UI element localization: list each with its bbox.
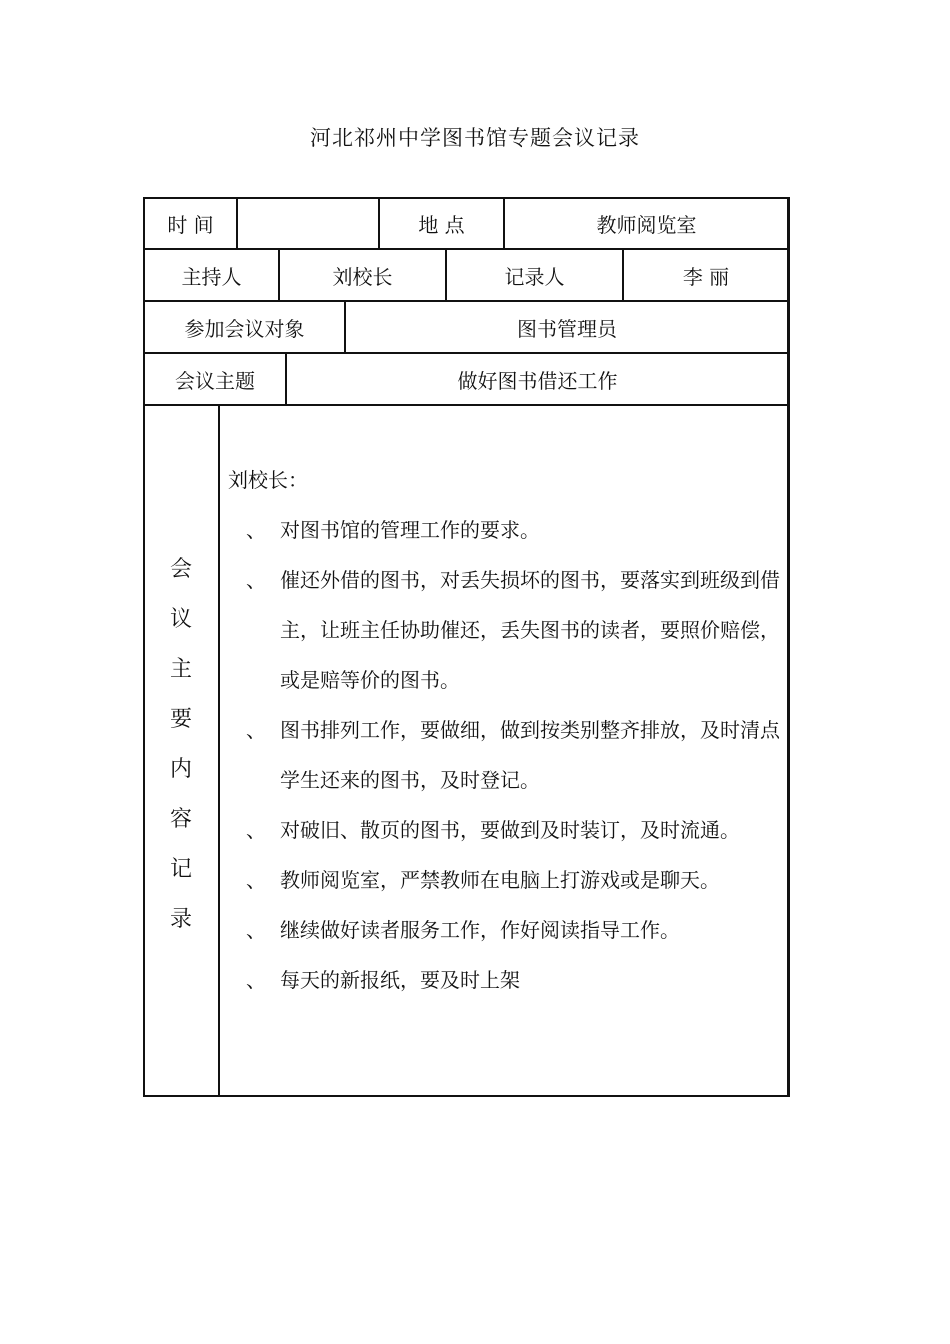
item-text: 对图书馆的管理工作的要求。: [280, 518, 540, 542]
recorder-value: 李 丽: [682, 264, 730, 289]
speaker: 刘校长：: [228, 468, 308, 492]
item-text: 继续做好读者服务工作，作好阅读指导工作。: [280, 918, 680, 942]
item-mark: 、: [246, 968, 266, 992]
item-mark: 、: [246, 818, 266, 842]
item-mark: 、: [246, 918, 266, 942]
list-item: [228, 805, 788, 855]
place-value: 教师阅览室: [596, 212, 697, 237]
list-item: [228, 555, 788, 705]
list-item: [228, 905, 788, 955]
item-mark: 、: [246, 518, 266, 542]
content-label: [150, 545, 212, 945]
content-label-char: 要: [169, 707, 192, 732]
item-mark: 、: [246, 568, 266, 592]
list-item: [228, 955, 788, 1005]
time-value: [238, 198, 378, 248]
item-text: 催还外借的图书，对丢失损坏的图书，要落实到班级到借主，让班主任协助催还，丢失图书的读者，要照价赔偿，或是赔等价的图书。: [280, 568, 780, 692]
row-divider: [143, 404, 790, 406]
place-label: 地 点: [418, 212, 465, 237]
content-label-char: 容: [169, 807, 192, 832]
document-title: 河北祁州中学图书馆专题会议记录: [310, 126, 640, 150]
attendees-label: 参加会议对象: [184, 316, 305, 341]
item-text: 对破旧、散页的图书，要做到及时装订，及时流通。: [280, 818, 740, 842]
topic-label: 会议主题: [175, 368, 255, 393]
recorder-label: 记录人: [504, 264, 565, 289]
attendees-value: 图书管理员: [517, 316, 617, 341]
list-item: [228, 705, 788, 805]
content-label-char: 记: [169, 857, 192, 882]
host-label: 主持人: [181, 264, 242, 289]
list-item: [228, 505, 788, 555]
content-label-char: 主: [169, 657, 192, 682]
item-text: 图书排列工作，要做细，做到按类别整齐排放，及时清点学生还来的图书，及时登记。: [280, 718, 780, 792]
content-label-char: 议: [169, 607, 192, 632]
content-label-char: 录: [169, 907, 192, 932]
item-mark: 、: [246, 718, 266, 742]
column-divider: [218, 405, 220, 1097]
meeting-content: [228, 455, 788, 1005]
list-item: [228, 855, 788, 905]
item-text: 每天的新报纸，要及时上架: [280, 968, 520, 992]
host-value: 刘校长: [332, 264, 393, 289]
time-label: 时 间: [167, 212, 214, 237]
content-label-char: 内: [169, 757, 192, 782]
item-mark: 、: [246, 868, 266, 892]
topic-value: 做好图书借还工作: [457, 368, 618, 393]
item-text: 教师阅览室，严禁教师在电脑上打游戏或是聊天。: [280, 868, 720, 892]
content-label-char: 会: [169, 557, 192, 582]
